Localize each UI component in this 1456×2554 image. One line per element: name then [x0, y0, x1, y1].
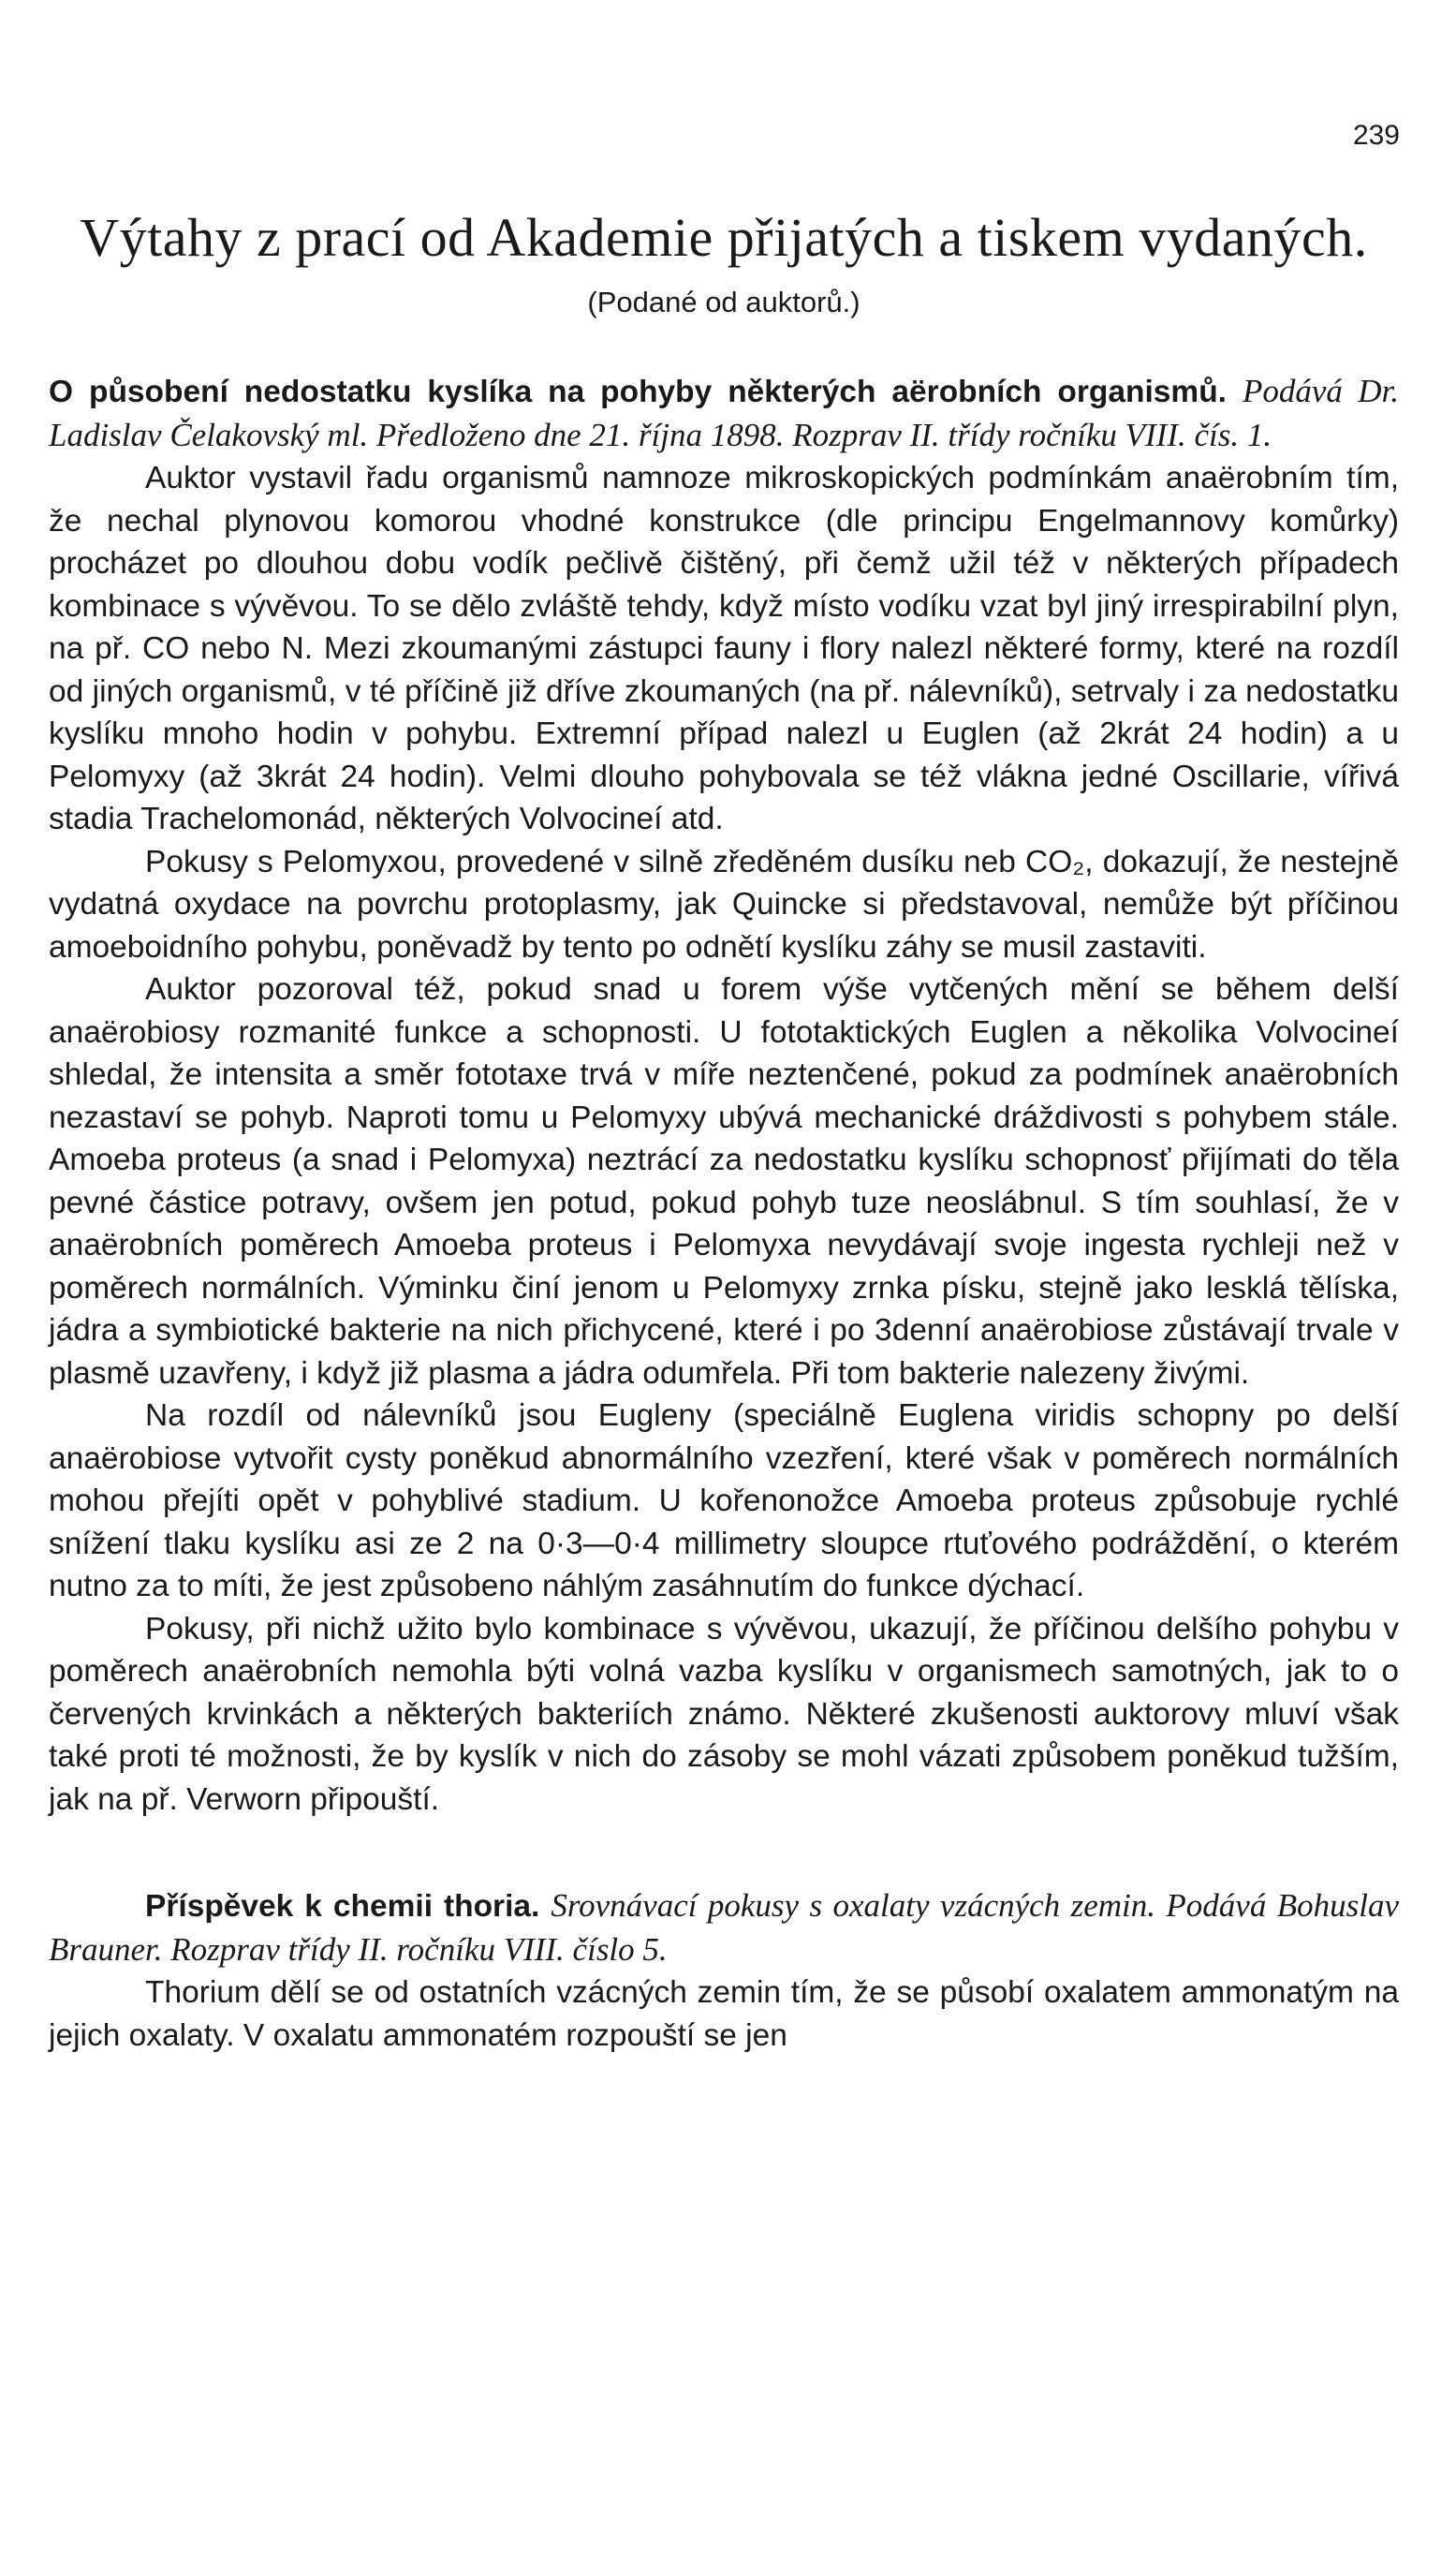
page-number: 239	[1352, 120, 1400, 151]
article-2-heading	[49, 1884, 1399, 1971]
paragraph: Auktor vystavil řadu organismů namnoze mikroskopických podmínkám anaërobním tím, že nechal plynovou komorou vhodné konstrukce (dle principu Engelmannovy komůrky) procházet po dlouhou dobu vodík pečlivě čištěný, při čemž užil též v některých případech kombinace s vývěvou. To se dělo zvláště tehdy, když místo vodíku vzat byl jiný irrespirabilní plyn, na př. CO nebo N. Mezi zkoumanými zástupci fauny i flory nalezl některé formy, které na rozdíl od jiných organismů, v té příčině již dříve zkoumaných (na př. nálevníků), setrvaly i za nedostatku kyslíku mnoho hodin v pohybu. Extremní případ nalezl u Euglen (až 2krát 24 hodin) a u Pelomyxy (až 3krát 24 hodin). Velmi dlouho pohybovala se též vlákna jedné Oscillarie, vířivá stadia Trachelomonád, některých Volvocineí atd.	[49, 461, 1399, 836]
paragraph: Na rozdíl od nálevníků jsou Eugleny (speciálně Euglena viridis schopny po delší anaërobiose vytvořit cysty poněkud abnormálního vzezření, které však v poměrech normálních mohou přejíti opět v pohyblivé stadium. U kořenonožce Amoeba proteus způsobuje rychlé snížení tlaku kyslíku asi ze 2 na 0·3—0·4 millimetry sloupce rtuťového podráždění, o kterém nutno za to míti, že jest způsobeno náhlým zasáhnutím do funkce dýchací.	[49, 1398, 1399, 1603]
article-2-title: Příspěvek k chemii thoria.	[145, 1889, 540, 1924]
page-title: Výtahy z prací od Akademie přijatých a tiskem vydaných.	[80, 207, 1368, 268]
page-subtitle: (Podané od auktorů.)	[587, 286, 860, 318]
paragraph: Thorium dělí se od ostatních vzácných zemin tím, že se působí oxalatem ammonatým na jejich oxalaty. V oxalatu ammonatém rozpouští se jen	[49, 1975, 1399, 2053]
article-1-meta: Podává Dr. Ladislav Čelakovský ml. Předloženo dne 21. října 1898. Rozprav II. třídy ročníku VIII. čís. 1.	[49, 373, 1399, 453]
section-gap	[49, 1821, 1399, 1884]
paragraph: Pokusy s Pelomyxou, provedené v silně zředěném dusíku neb CO₂, dokazují, že nestejně vydatná oxydace na povrchu protoplasmy, jak Quincke si představoval, nemůže být příčinou amoeboidního pohybu, poněvadž by tento po odnětí kyslíku záhy se musil zastaviti.	[49, 844, 1399, 965]
content	[49, 370, 1399, 2057]
article-1-heading	[49, 370, 1399, 457]
article-1-title: O působení nedostatku kyslíka na pohyby některých aërobních organismů.	[49, 375, 1227, 409]
article-2-meta: Srovnávací pokusy s oxalaty vzácných zemin. Podává Bohuslav Brauner. Rozprav třídy II. ročníku VIII. číslo 5.	[49, 1887, 1399, 1968]
paragraph: Auktor pozoroval též, pokud snad u forem výše vytčených mění se během delší anaërobiosy rozmanité funkce a schopnosti. U fototaktických Euglen a několika Volvocineí shledal, že intensita a směr fototaxe trvá v míře neztenčené, pokud za podmínek anaërobních nezastaví se pohyb. Naproti tomu u Pelomyxy ubývá mechanické dráždivosti s pohybem stále. Amoeba proteus (a snad i Pelomyxa) neztrácí za nedostatku kyslíku schopnosť přijímati do těla pevné částice potravy, ovšem jen potud, pokud pohyb tuze neoslábnul. S tím souhlasí, že v anaërobních poměrech Amoeba proteus i Pelomyxa nevydávají svoje ingesta rychleji než v poměrech normálních. Výminku činí jenom u Pelomyxy zrnka písku, stejně jako lesklá tělíska, jádra a symbiotické bakterie na nich přichycené, které i po 3denní anaërobiose zůstávají trvale v plasmě uzavřeny, i když již plasma a jádra odumřela. Při tom bakterie nalezeny živými.	[49, 972, 1399, 1391]
paragraph: Pokusy, při nichž užito bylo kombinace s vývěvou, ukazují, že příčinou delšího pohybu v poměrech anaërobních nemohla býti volná vazba kyslíku v organismech samotných, jak to o červených krvinkách a některých bakteriích známo. Některé zkušenosti auktorovy mluví však také proti té možnosti, že by kyslík v nich do zásoby se mohl vázati způsobem poněkud tužším, jak na př. Verworn připouští.	[49, 1611, 1399, 1817]
